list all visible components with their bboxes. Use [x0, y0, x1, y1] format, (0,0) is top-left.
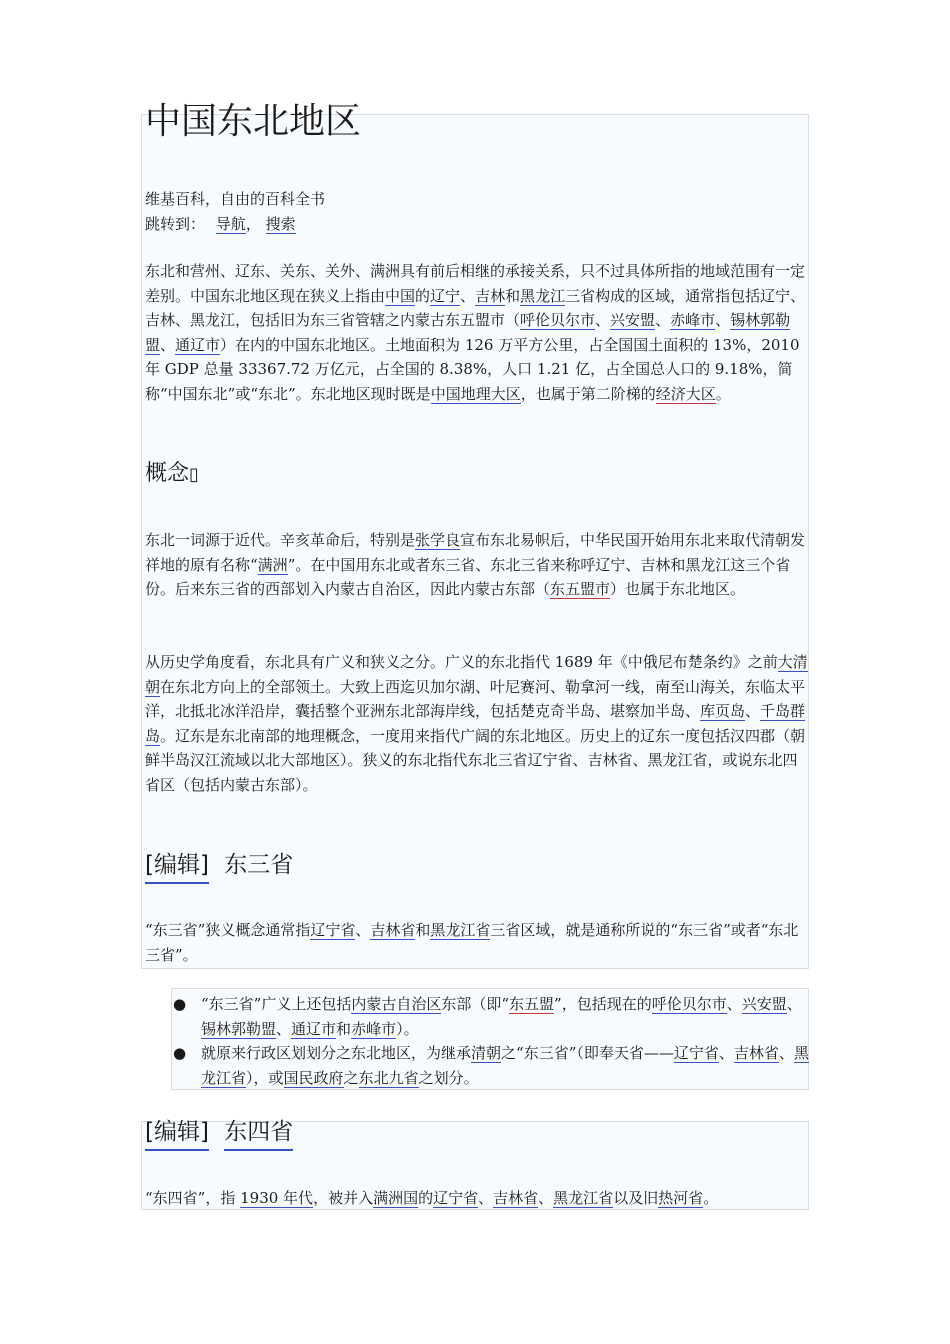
wiki-link[interactable]: 国民政府 — [283, 1068, 344, 1087]
text-run: 、 — [786, 995, 802, 1013]
bullet-dot: ● — [173, 1044, 187, 1062]
text-run: ”，包括现在的 — [554, 995, 652, 1013]
wiki-link[interactable]: 黑龙江省 — [430, 921, 491, 939]
text-run: 、 — [655, 311, 671, 329]
text-run: ），或 — [246, 1068, 284, 1087]
text-run: 、 — [715, 311, 731, 329]
jump-nav-link[interactable]: 导航 — [215, 215, 246, 233]
wiki-link[interactable]: 黑龙江省 — [553, 1189, 614, 1207]
text-run: 、 — [160, 335, 176, 354]
wiki-link[interactable]: 满洲国 — [373, 1189, 419, 1207]
text-run: 三省区域，就是通称所说的“东三省”或者“东北三省”。 — [145, 921, 799, 964]
jump-search-link[interactable]: 搜索 — [265, 215, 296, 233]
concept-heading-mark: ▯ — [189, 464, 199, 485]
wiki-link[interactable]: 锡林郭勒盟 — [145, 311, 791, 354]
dongsisheng-paragraph — [145, 1186, 809, 1211]
text-run: 和 — [505, 286, 521, 305]
text-run: ）在内的中国东北地区。土地面积为 126 万平方公里，占全国国土面积的 13%，2010 年 GDP 总量 33367.72 万亿元，占全国的 8.38%，人口 1.21 亿，占全国总人口的 9.18%，简称“中国东北”或“东北”。东北地区现时既是 — [145, 335, 800, 403]
wiki-link[interactable]: 辽宁 — [430, 286, 461, 305]
wiki-link[interactable]: 兴安盟 — [610, 311, 656, 329]
wiki-link[interactable]: 库页岛 — [700, 702, 746, 720]
text-run: 东部（即“ — [441, 995, 510, 1013]
redlink[interactable]: 东五盟 — [509, 995, 555, 1013]
text-run: “东三省”广义上还包括 — [201, 995, 352, 1013]
text-run: 三省构成的区域，通常指包括辽宁、吉林、黑龙江，包括旧为东三省管辖之内蒙古东五盟市（ — [145, 286, 806, 329]
text-run: ）。 — [396, 1019, 419, 1038]
section-dongsisheng-title: 东四省 — [224, 1116, 293, 1151]
text-run: ”。在中国用东北或者东三省、东北三省来称呼辽宁、吉林和黑龙江这三个省份。后来东三省的西部划入内蒙古自治区，因此内蒙古东部（ — [145, 555, 791, 598]
wiki-link[interactable]: 满洲 — [257, 555, 288, 574]
wiki-link[interactable]: 呼伦贝尔市 — [520, 311, 596, 329]
list-item — [171, 992, 809, 1041]
text-run: “东四省”，指 — [145, 1189, 241, 1207]
text-run: 、 — [745, 702, 761, 720]
list-item — [171, 1041, 809, 1090]
wiki-link[interactable]: 张学良 — [415, 531, 461, 549]
redlink[interactable]: 东五盟市 — [550, 580, 611, 598]
wiki-link[interactable]: 辽宁省 — [673, 1044, 719, 1062]
text-run: ）也属于东北地区。 — [610, 580, 746, 598]
concept-paragraph-2 — [145, 650, 809, 797]
wiki-link[interactable]: 通辽市 — [291, 1019, 337, 1038]
text-run: 的 — [418, 1189, 434, 1207]
bullet-text — [201, 995, 802, 1039]
text-run: 之划分。 — [418, 1068, 479, 1087]
wiki-link[interactable]: 吉林省 — [493, 1189, 539, 1207]
intro-paragraph — [145, 259, 809, 406]
text-run: 、 — [276, 1019, 292, 1038]
wiki-link[interactable]: 锡林郭勒盟 — [201, 1019, 277, 1038]
text-run: 之 — [343, 1068, 359, 1087]
text-run: 、 — [595, 311, 611, 329]
text-run: “东三省”狭义概念通常指 — [145, 921, 311, 939]
text-run: 和 — [336, 1019, 352, 1038]
wiki-link[interactable]: 千岛群岛 — [145, 702, 806, 745]
text-run: 、 — [478, 1189, 494, 1207]
text-run: 的 — [415, 286, 431, 305]
text-run: 和 — [415, 921, 431, 939]
text-run: 、 — [718, 1044, 734, 1062]
wiki-link[interactable]: 赤峰市 — [670, 311, 716, 329]
text-run: 、 — [778, 1044, 794, 1062]
text-run: 。 — [715, 384, 731, 403]
text-run: 。 — [703, 1189, 719, 1207]
wiki-link[interactable]: 大清朝 — [145, 653, 808, 696]
wiki-link[interactable]: 中国 — [385, 286, 416, 305]
wiki-link[interactable]: 辽宁省 — [433, 1189, 479, 1207]
wiki-link[interactable]: 清朝 — [471, 1044, 502, 1062]
concept-paragraph-1 — [145, 528, 809, 602]
concept-heading — [145, 459, 199, 490]
bullet-dot: ● — [173, 995, 187, 1013]
page-title: 中国东北地区 — [145, 101, 362, 142]
wiki-link[interactable]: 东北九省 — [358, 1068, 419, 1087]
wiki-link[interactable]: 吉林省 — [733, 1044, 779, 1062]
wiki-link[interactable]: 呼伦贝尔市 — [651, 995, 727, 1013]
redlink[interactable]: 经济大区 — [655, 384, 716, 403]
bullet-text — [201, 1044, 809, 1088]
wiki-link[interactable]: 兴安盟 — [741, 995, 787, 1013]
wiki-link[interactable]: 1930 年代 — [240, 1189, 314, 1207]
text-run: ，也属于第二阶梯的 — [520, 384, 656, 403]
section-dongsansheng-heading — [145, 849, 293, 884]
jump-label: 跳转到： — [145, 215, 206, 233]
jump-separator: ， — [245, 215, 261, 233]
text-run: 。辽东是东北南部的地理概念，一度用来指代广阔的东北地区。历史上的辽东一度包括汉四郡（朝鲜半岛汉江流域以北大部地区）。狭义的东北指代东北三省辽宁省、吉林省、黑龙江省，或说东北四省区（包括内蒙古东部）。 — [145, 726, 806, 794]
dongsansheng-bullet-list — [171, 992, 809, 1090]
text-run: 之“东三省”（即奉天省—— — [501, 1044, 674, 1062]
wiki-link[interactable]: 通辽市 — [175, 335, 221, 354]
text-run: 东北和营州、辽东、关东、关外、满洲具有前后相继的承接关系，只不过具体所指的地域范围有一定差别。中国东北地区现在狭义上指由 — [145, 262, 806, 305]
wiki-link[interactable]: 吉林 — [475, 286, 506, 305]
edit-link-dongsansheng[interactable]: [编辑] — [145, 849, 209, 884]
text-run: 、 — [460, 286, 476, 305]
wiki-link[interactable]: 热河省 — [658, 1189, 704, 1207]
wiki-link[interactable]: 辽宁省 — [310, 921, 356, 939]
section-dongsisheng-heading — [145, 1116, 293, 1151]
wiki-link[interactable]: 内蒙古自治区 — [351, 995, 442, 1013]
wiki-link[interactable]: 赤峰市 — [351, 1019, 397, 1038]
section-dongsansheng-title: 东三省 — [224, 852, 294, 878]
text-run: 在东北方向上的全部领土。大致上西迄贝加尔湖、叶尼赛河、勒拿河一线，南至山海关，东临太平洋，北抵北冰洋沿岸，囊括整个亚洲东北部海岸线，包括楚克奇半岛、堪察加半岛、 — [145, 677, 806, 720]
wiki-link[interactable]: 黑龙江 — [520, 286, 566, 305]
text-run: 从历史学角度看，东北具有广义和狭义之分。广义的东北指代 1689 年《中俄尼布楚条约》之前 — [145, 653, 778, 671]
text-run: 、 — [355, 921, 371, 939]
wiki-link[interactable]: 黑龙江省 — [201, 1044, 809, 1087]
text-run: ，被并入 — [313, 1189, 374, 1207]
jump-line — [145, 212, 809, 237]
subtitle: 维基百科，自由的百科全书 — [145, 190, 326, 208]
text-run: 东北一词源于近代。辛亥革命后，特别是 — [145, 531, 416, 549]
dongsansheng-paragraph — [145, 918, 809, 967]
text-run: 宣布东北易帜后，中华民国开始用东北来取代清朝发祥地的原有名称“ — [145, 531, 806, 574]
wiki-link[interactable]: 中国地理大区 — [430, 384, 521, 403]
text-run: 以及旧 — [613, 1189, 659, 1207]
text-run: 、 — [726, 995, 742, 1013]
text-run: 、 — [538, 1189, 554, 1207]
wiki-link[interactable]: 吉林省 — [370, 921, 416, 939]
concept-heading-text: 概念 — [145, 461, 190, 486]
edit-link-dongsisheng[interactable]: [编辑] — [145, 1116, 209, 1151]
text-run: 就原来行政区划划分之东北地区，为继承 — [201, 1044, 472, 1062]
